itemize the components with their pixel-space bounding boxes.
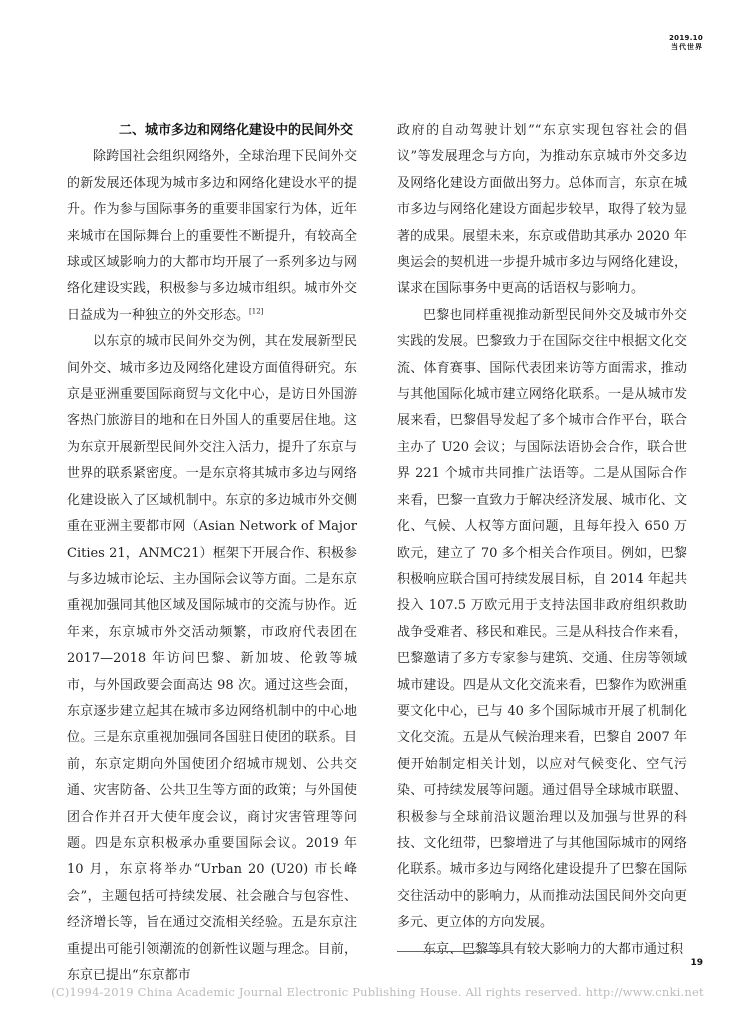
paragraph: 东京、巴黎等具有较大影响力的大都市通过积 (423, 941, 684, 957)
page-number: 19 (690, 958, 703, 968)
paragraph-continued: 政府的自动驾驶计划”“东京实现包容社会的倡议”等发展理念与方向，为推动东京城市外交多边及网络化建设方面做出努力。总体而言，东京在城市多边与网络化建设方面起步较早，取得了较为显著的成果。展望未来，东京或借助其承办 2020 年奥运会的契机进一步提升城市多边与网络化建设，谋求在国际事务中更高的话语权与影响力。 (397, 123, 687, 297)
journal-name: 当代世界 (671, 43, 703, 51)
paragraph: 以东京的城市民间外交为例，其在发展新型民间外交、城市多边及网络化建设方面值得研究。东京是亚洲重要国际商贸与文化中心，是访日外国游客热门旅游目的地和在日外国人的重要居住地。这为东京开展新型民间外交注入活力，提升了东京与世界的联系紧密度。一是东京将其城市多边与网络化建设嵌入了区域机制中。东京的多边城市外交侧重在亚洲主要都市网（Asian Network of Major Cities 21，ANMC21）框架下开展合作、积极参与多边城市论坛、主办国际会议等方面。二是东京重视加强同其他区域及国际城市的交流与协作。近年来，东京城市外交活动频繁，市政府代表团在2017—2018 年访问巴黎、新加坡、伦敦等城市，与外国政要会面高达 98 次。通过这些会面，东京逐步建立起其在城市多边网络机制中的中心地位。三是东京重视加强同各国驻日使团的联系。目前，东京定期向外国使团介绍城市规划、公共交通、灾害防备、公共卫生等方面的政策；与外国使团合作并召开大使年度会议，商讨灾害管理等问题。四是东京积极承办重要国际会议。2019 年 10 月，东京将举办“Urban 20 (U20) 市长峰会”，主题包括可持续发展、社会融合与包容性、经济增长等，旨在通过交流相关经验。五是东京注重提出可能引领潮流的创新性议题与理念。目前，东京已提出“东京都市 (67, 334, 357, 983)
left-column (67, 118, 357, 989)
paragraph: 巴黎也同样重视推动新型民间外交及城市外交实践的发展。巴黎致力于在国际交往中根据文化交流、体育赛事、国际代表团来访等方面需求，推动与其他国际化城市建立网络化联系。一是从城市发展来看，巴黎倡导发起了多个城市合作平台，联合主办了 U20 会议；与国际法语协会合作，联合世界 221 个城市共同推广法语等。二是从国际合作来看，巴黎一直致力于解决经济发展、城市化、文化、气候、人权等方面问题，且每年投入 650 万欧元，建立了 70 多个相关合作项目。例如，巴黎积极响应联合国可持续发展目标，自 2014 年起共投入 107.5 万欧元用于支持法国非政府组织救助战争受难者、移民和难民。三是从科技合作来看，巴黎邀请了多方专家参与建筑、交通、住房等领域城市建设。四是从文化交流来看，巴黎作为欧洲重要文化中心，已与 40 多个国际城市开展了机制化文化交流。五是从气候治理来看，巴黎自 2007 年便开始制定相关计划，以应对气候变化、空气污染、可持续发展等问题。通过倡导全球城市联盟、积极参与全球前沿议题治理以及加强与世界的科技、文化纽带，巴黎增进了与其他国际城市的网络化联系。城市多边与网络化建设提升了巴黎在国际交往活动中的影响力，从而推动法国民间外交向更多元、更立体的方向发展。 (397, 307, 687, 931)
section-title: 二、城市多边和网络化建设中的民间外交 (119, 123, 354, 138)
citation-ref: [12] (249, 307, 264, 316)
issue-label: 2019.10 (669, 34, 703, 42)
running-header (669, 34, 703, 52)
paragraph-text: 除跨国社会组织网络外，全球治理下民间外交的新发展还体现为城市多边和网络化建设水平的提升。作为参与国际事务的重要非国家行为体，近年来城市在国际舞台上的重要性不断提升，有较高全球或区域影响力的大都市均开展了一系列多边与网络化建设实践，积极参与多边城市组织。城市外交日益成为一种独立的外交形态。 (67, 149, 357, 323)
right-column (397, 118, 687, 963)
divider (397, 951, 503, 952)
paragraph (67, 144, 357, 329)
copyright-footer: (C)1994-2019 China Academic Journal Electronic Publishing House. All rights reserved. http://www.cnki.net (51, 985, 704, 999)
